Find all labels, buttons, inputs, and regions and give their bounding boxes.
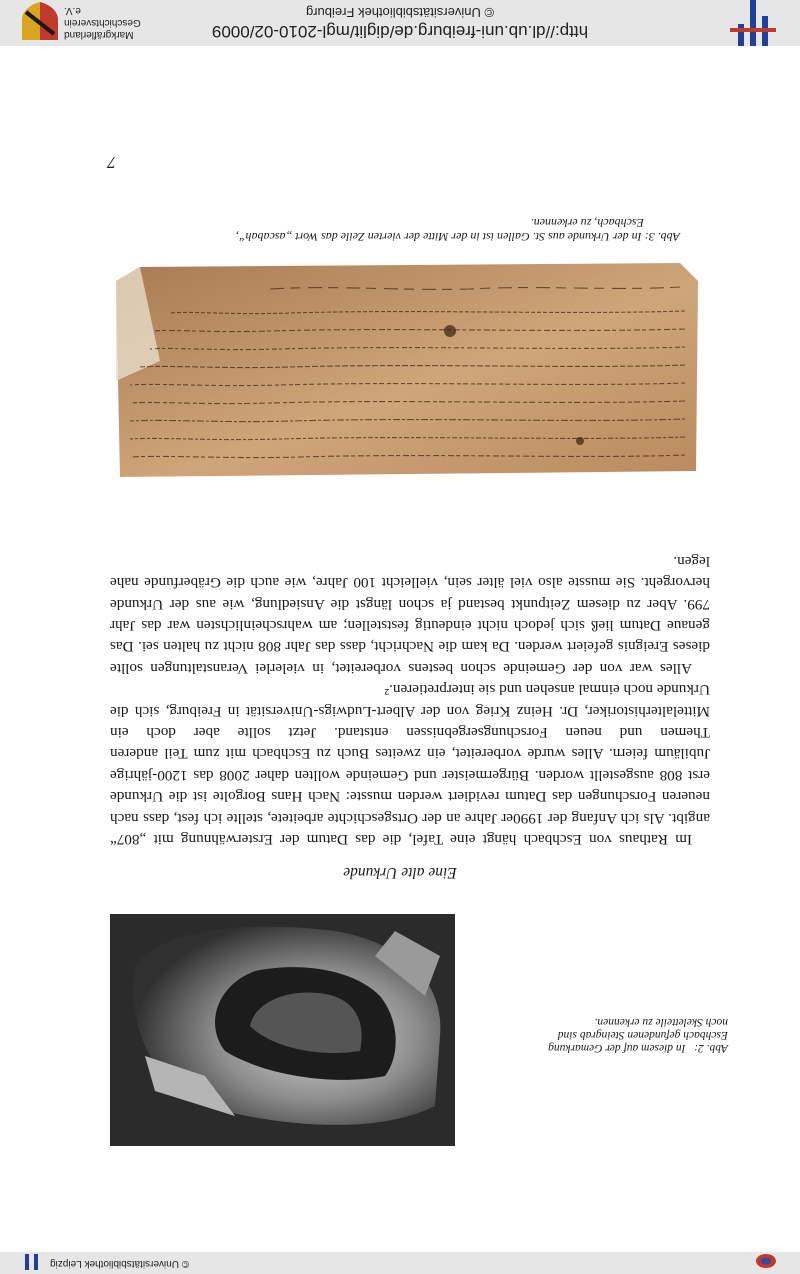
page-number: 7: [107, 153, 116, 172]
ub-freiburg-logo-icon: [20, 1254, 42, 1270]
document-url-link[interactable]: http://dl.ub.uni-freiburg.de/diglit/mgl-2010-02/0009: [211, 22, 589, 41]
society-name-line2: Geschichtsverein e.V.: [64, 5, 141, 28]
society-name: [64, 4, 160, 40]
stone-grave-photo: [110, 914, 455, 1146]
charter-image: [114, 259, 700, 481]
photo-caption-line1: In diesem auf der Gemarkung: [548, 1042, 686, 1054]
society-name-line1: Markgräflerland: [64, 29, 134, 40]
society-crest-icon: [20, 2, 60, 42]
photo-caption-line3: noch Skeletteile zu erkennen.: [594, 1016, 728, 1028]
paragraph: Alles war von der Gemeinde schon bestens vorbereitet, in vielerlei Veranstaltungen sollte dieses Ereignis gefeiert werden. Da kam die Nachricht, dass das Jahr 808 nicht zu halten sei. Das genaue Datum ließ sich jedoch nicht eindeutig feststellen; am wahrscheinlichsten war das Jahr 799. Aber zu diesem Zeitpunkt bestand ja schon längst die Ansiedlung, wie aus der Urkunde hervorgeht. Sie musste also viel älter sein, vielleicht 100 Jahre, wie auch die Gräberfunde nahe legen.: [110, 552, 710, 677]
paragraph: Im Rathaus von Eschbach hängt eine Tafel, die das Datum der Ersterwähnung mit „807“ angibt. Als ich Anfang der 1990er Jahre an der Ortsgeschichte arbeitete, stellte ich fest, dass nach neueren Forschungen das Datum revidiert werden musste: Nach Hans Borgolte ist die Urkunde erst 808 ausgestellt worden. Bürgermeister und Gemeinde wollten daher 2008 das 1200-jährige Jubiläum feiern. Alles wurde vorbereitet, ein zweites Buch zu Eschbach mit zum Teil anderen Themen und neuen Forschungsergebnissen entstand. Jetzt sollte aber doch ein Mittelalterhistoriker, Dr. Heinz Krieg von der Albert-Ludwigs-Universität in Freiburg, sich die Urkunde noch einmal ansehen und sie interpretieren.²: [110, 681, 710, 848]
charter-caption-line1: Abb. 3: In der Urkunde aus St. Gallen ist in der Mitte der vierten Zeile das Wort „ascabah“,: [235, 230, 680, 244]
section-title: Eine alte Urkunde: [343, 864, 457, 881]
photo-caption-line2: Eschbach gefundenen Steingrab sind: [557, 1029, 728, 1041]
footer-bar: [0, 0, 800, 46]
photo-caption-label: Abb. 2:: [694, 1042, 728, 1054]
charter-caption-line2: Eschbach, zu erkennen.: [530, 216, 644, 230]
leipzig-crest-icon: [748, 1254, 778, 1272]
header-library-text: © Universitätsbibliothek Leipzig: [50, 1258, 190, 1269]
charter-caption: [120, 216, 680, 244]
body-text: [110, 550, 710, 850]
footer-library-text: © Universitätsbibliothek Freiburg: [305, 5, 495, 20]
header-bar: [0, 1252, 800, 1274]
photo-caption: [498, 1015, 728, 1054]
